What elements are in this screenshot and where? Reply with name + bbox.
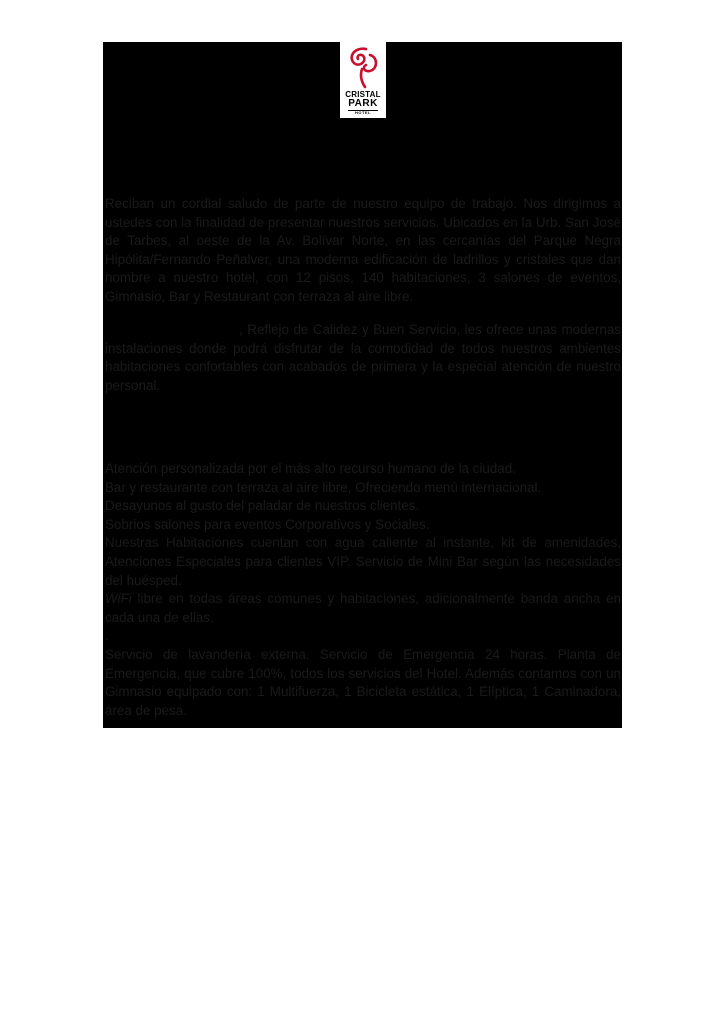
hotel-logo (340, 42, 386, 118)
intro-paragraph: Reciban un cordial saludo de parte de nuestro equipo de trabajo. Nos dirigimos a ustedes con la finalidad de presentar nuestros servicios. Ubicados en la Urb. San José de Tarbes, al oeste de la Av. Bolívar Norte, en las cercanías del Parque Negra Hipólita/Fernando Peñalver, una moderna edificación de ladrillos y cristales que dan nombre a nuestro hotel, con 12 pisos, 140 habitaciones, 3 salones de eventos, Gimnasio, Bar y Restaurant con terraza al aire libre. (105, 196, 621, 304)
service-item: Servicio de lavandería externa. Servicio de Emergencia 24 horas. Planta de Emergencia, que cubre 100%, todos los servicios del Hotel. Además contamos con un Gimnasio equipado con: 1 Multifuerza, 1 Bicicleta estática, 1 Elíptica, 1 Caminadora, área de pesa. (105, 646, 621, 718)
service-item: Atención personalizada por el más alto recurso humano de la ciudad. (105, 461, 516, 476)
logo-text-park: PARK (348, 98, 378, 109)
service-item-wifi (105, 590, 621, 627)
service-item: Desayunos al gusto del paladar de nuestros clientes. (105, 498, 420, 514)
service-item: Nuestras Habitaciones cuentan con agua caliente al instante, kit de amenidades, Atenciones Especiales para clientes VIP, Servicio de Mini Bar según las necesidades del huésped. (105, 535, 621, 588)
wifi-term: WiFi (105, 591, 132, 607)
description-paragraph: , Reflejo de Calidez y Buen Servicio, les ofrece unas modernas instalaciones donde podrá disfrutar de la comodidad de todos nuestros ambientes habitaciones confortables con acabados de primera y la especial atención de nuestro personal. (105, 322, 625, 393)
service-item: Bar y restaurante con terraza al aire libre, Ofreciendo menú internacional. (105, 479, 542, 495)
service-separator: . (105, 628, 109, 644)
service-item: Sobrios salones para eventos Corporativos y Sociales. (105, 516, 430, 532)
document-panel (103, 42, 625, 728)
logo-text-cristal: CRISTAL (345, 90, 381, 99)
logo-swirl-icon (344, 45, 382, 89)
wifi-description: libre en todas áreas comunes y habitaciones, adicionalmente banda ancha en cada una de ellas. (105, 591, 621, 625)
logo-text-hotel: HOTEL (354, 110, 372, 115)
services-list (105, 460, 621, 720)
